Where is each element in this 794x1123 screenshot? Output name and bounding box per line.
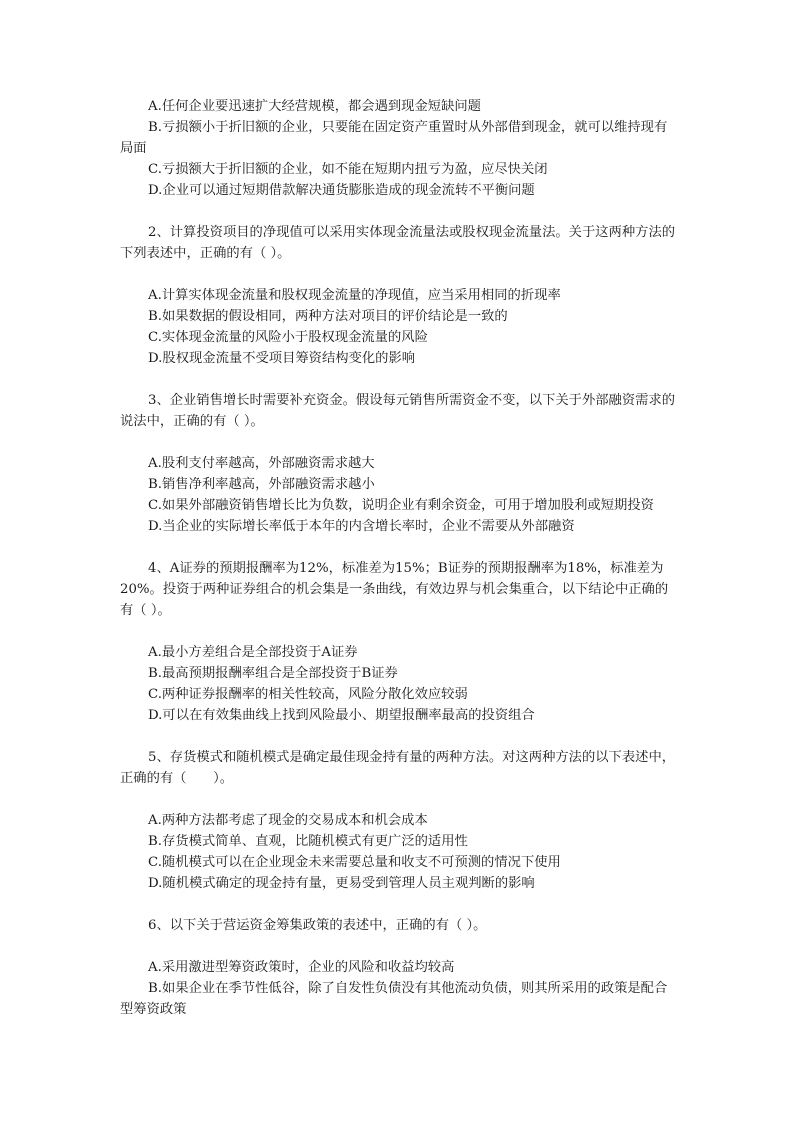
- q1-option-d: D.企业可以通过短期借款解决通货膨胀造成的现金流转不平衡问题: [148, 183, 535, 198]
- q3-option-c: C.如果外部融资销售增长比为负数，说明企业有剩余资金，可用于增加股利或短期投资: [148, 498, 654, 513]
- q3-option-b: B.销售净利率越高，外部融资需求越小: [148, 477, 375, 492]
- q1-option-c: C.亏损额大于折旧额的企业，如不能在短期内扭亏为盈，应尽快关闭: [148, 162, 548, 177]
- q2-option-c: C.实体现金流量的风险小于股权现金流量的风险: [148, 330, 428, 345]
- question-3-text: 3、企业销售增长时需要补充资金。假设每元销售所需资金不变，以下关于外部融资需求的说法中，正确的有（ ）。: [120, 393, 676, 429]
- q2-option-a: A.计算实体现金流量和股权现金流量的净现值，应当采用相同的折现率: [148, 288, 561, 303]
- q2-option-d: D.股权现金流量不受项目筹资结构变化的影响: [148, 351, 416, 366]
- q3-option-a: A.股利支付率越高，外部融资需求越大: [148, 456, 375, 471]
- q5-option-a: A.两种方法都考虑了现金的交易成本和机会成本: [148, 813, 428, 828]
- q1-option-a: A.任何企业要迅速扩大经营规模，都会遇到现金短缺问题: [148, 99, 481, 114]
- q4-option-a: A.最小方差组合是全部投资于A证券: [148, 645, 358, 660]
- document-page: [120, 96, 680, 1020]
- q4-option-c: C.两种证券报酬率的相关性较高，风险分散化效应较弱: [148, 687, 468, 702]
- q5-option-b: B.存货模式简单、直观，比随机模式有更广泛的适用性: [148, 834, 468, 849]
- q2-option-b: B.如果数据的假设相同，两种方法对项目的评价结论是一致的: [148, 309, 508, 324]
- q6-option-a: A.采用激进型筹资政策时，企业的风险和收益均较高: [148, 960, 455, 975]
- question-2-text: 2、计算投资项目的净现值可以采用实体现金流量法或股权现金流量法。关于这两种方法的下列表述中，正确的有（ ）。: [120, 225, 676, 261]
- q1-option-b: B.亏损额小于折旧额的企业，只要能在固定资产重置时从外部借到现金，就可以维持现有局面: [120, 120, 668, 156]
- question-6-text: 6、以下关于营运资金筹集政策的表述中，正确的有（ ）。: [148, 918, 487, 933]
- q3-option-d: D.当企业的实际增长率低于本年的内含增长率时，企业不需要从外部融资: [148, 519, 575, 534]
- q5-option-d: D.随机模式确定的现金持有量，更易受到管理人员主观判断的影响: [148, 876, 535, 891]
- q4-option-b: B.最高预期报酬率组合是全部投资于B证券: [148, 666, 398, 681]
- question-4-text: 4、A证券的预期报酬率为12%，标准差为15%；B证券的预期报酬率为18%，标准差为20%。投资于两种证券组合的机会集是一条曲线，有效边界与机会集重合，以下结论中正确的有（ ）。: [120, 561, 669, 618]
- q5-option-c: C.随机模式可以在企业现金未来需要总量和收支不可预测的情况下使用: [148, 855, 561, 870]
- q6-option-b: B.如果企业在季节性低谷，除了自发性负债没有其他流动负债，则其所采用的政策是配合型筹资政策: [120, 981, 668, 1017]
- question-5-text: 5、存货模式和随机模式是确定最佳现金持有量的两种方法。对这两种方法的以下表述中，正确的有（ ）。: [120, 750, 676, 786]
- q4-option-d: D.可以在有效集曲线上找到风险最小、期望报酬率最高的投资组合: [148, 708, 535, 723]
